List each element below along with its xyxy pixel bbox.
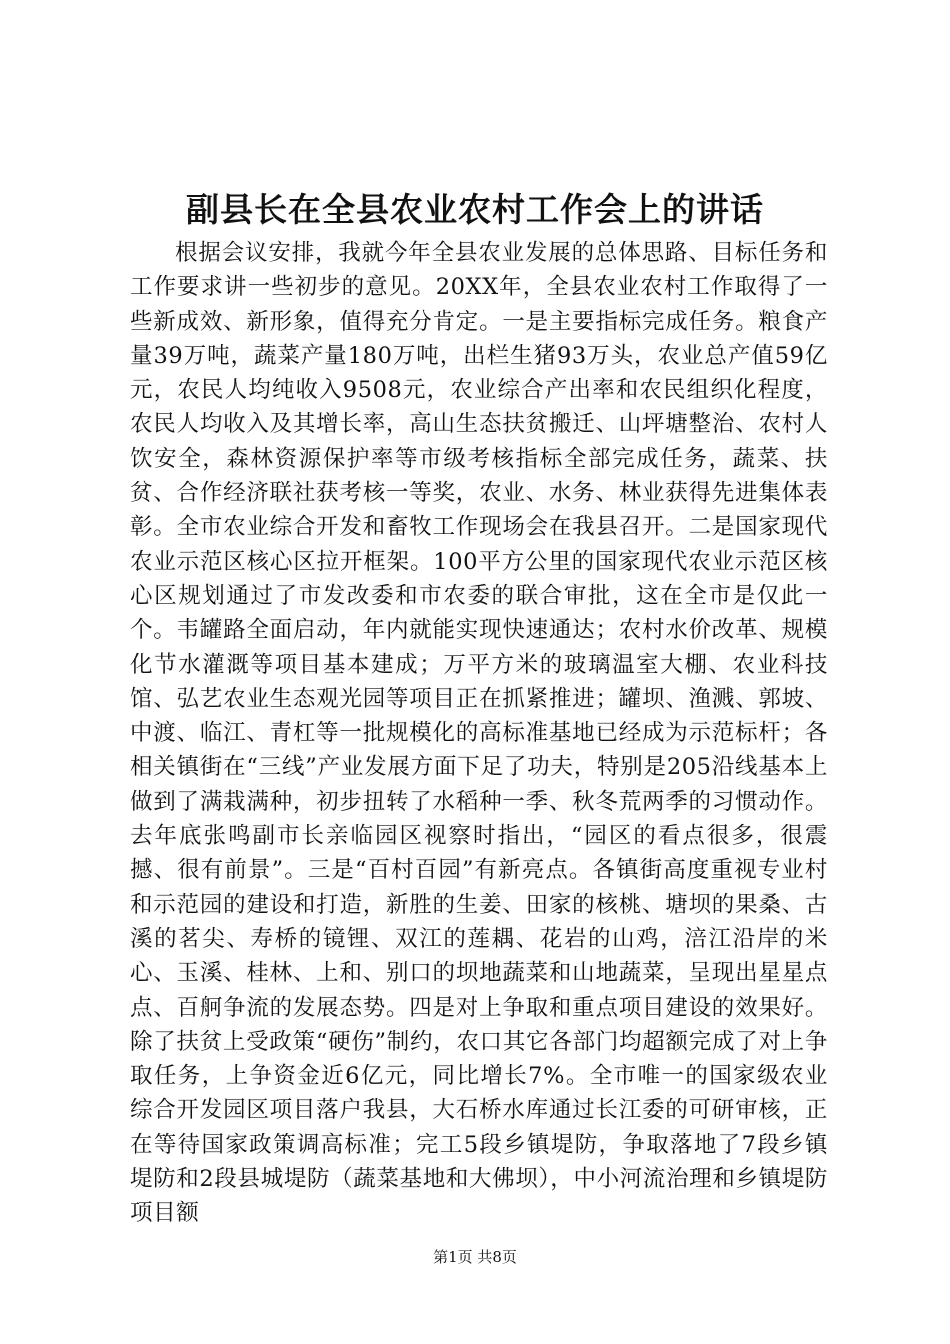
page-footer: 第1页 共8页 <box>433 1248 517 1266</box>
document-title: 副县长在全县农业农村工作会上的讲话 <box>186 190 764 229</box>
body-paragraph: 根据会议安排，我就今年全县农业发展的总体思路、目标任务和工作要求讲一些初步的意见。20XX年，全县农业农村工作取得了一些新成效、新形象，值得充分肯定。一是主要指标完成任务。粮食产量39万吨，蔬菜产量180万吨，出栏生猪93万头，农业总产值59亿元，农民人均纯收入9508元，农业综合产出率和农民组织化程度，农民人均收入及其增长率，高山生态扶贫搬迁、山坪塘整治、农村人饮安全，森林资源保护率等市级考核指标全部完成任务，蔬菜、扶贫、合作经济联社获考核一等奖，农业、水务、林业获得先进集体表彰。全市农业综合开发和畜牧工作现场会在我县召开。二是国家现代农业示范区核心区拉开框架。100平方公里的国家现代农业示范区核心区规划通过了市发改委和市农委的联合审批，这在全市是仅此一个。韦罐路全面启动，年内就能实现快速通达；农村水价改革、规模化节水灌溉等项目基本建成；万平方米的玻璃温室大棚、农业科技馆、弘艺农业生态观光园等项目正在抓紧推进；罐坝、渔溅、郭坡、中渡、临江、青杠等一批规模化的高标准基地已经成为示范标杆；各相关镇街在“三线”产业发展方面下足了功夫，特别是205沿线基本上做到了满栽满种，初步扭转了水稻种一季、秋冬荒两季的习惯动作。去年底张鸣副市长亲临园区视察时指出，“园区的看点很多，很震撼、很有前景”。三是“百村百园”有新亮点。各镇街高度重视专业村和示范园的建设和打造，新胜的生姜、田家的核桃、塘坝的果桑、古溪的茗尖、寿桥的镜锂、双江的莲耦、花岩的山鸡，涪江沿岸的米心、玉溪、桂林、上和、别口的坝地蔬菜和山地蔬菜，呈现出星星点点、百舸争流的发展态势。四是对上争取和重点项目建设的效果好。除了扶贫上受政策“硬伤”制约，农口其它各部门均超额完成了对上争取任务，上争资金近6亿元，同比增长7%。全市唯一的国家级农业综合开发园区项目落户我县，大石桥水库通过长江委的可研审核，正在等待国家政策调高标准；完工5段乡镇堤防，争取落地了7段乡镇堤防和2段县城堤防（蔬菜基地和大佛坝），中小河流治理和乡镇堤防项目额 <box>130 240 828 1227</box>
